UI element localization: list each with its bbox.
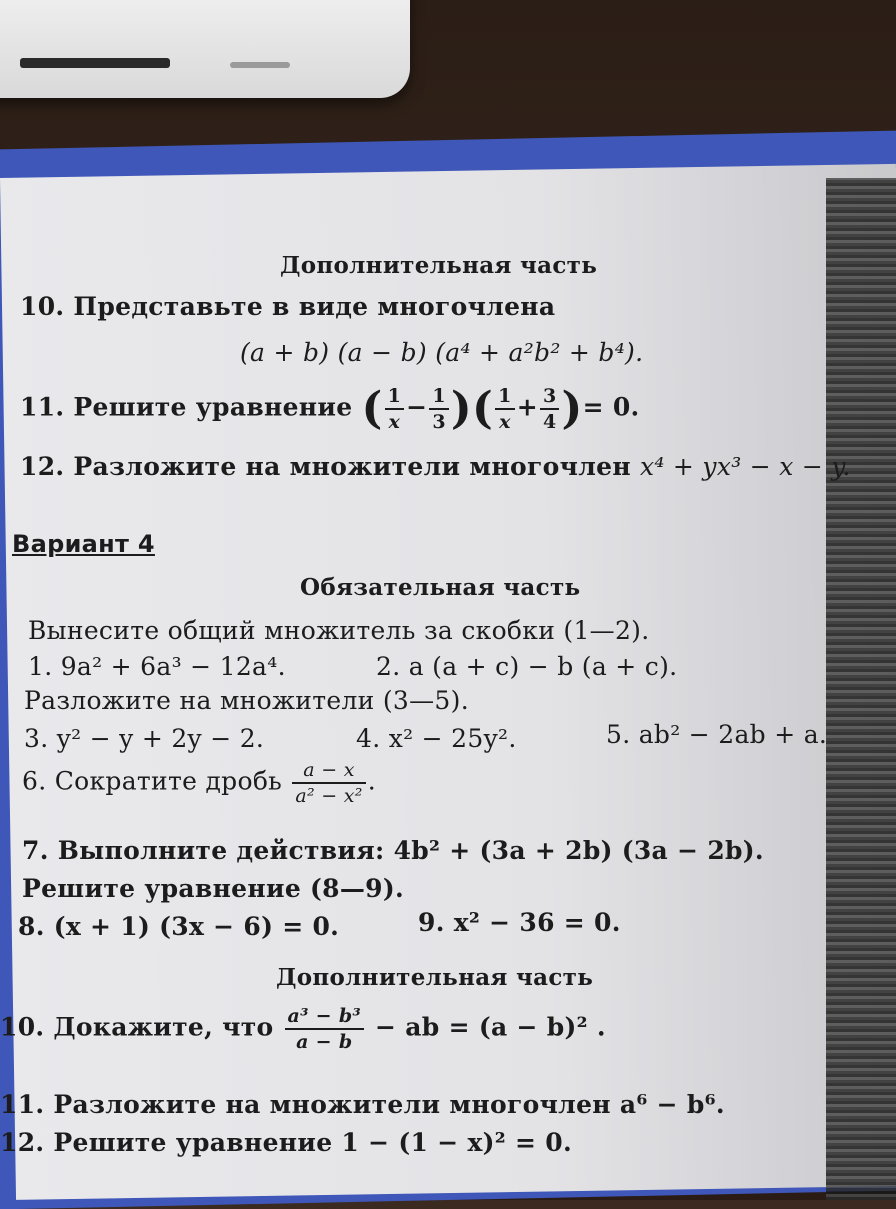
device-vent (230, 62, 290, 68)
task10-text: Представьте в виде многочлена (73, 292, 556, 321)
task12-expression: x⁴ + yx³ − x − y. (639, 452, 851, 481)
task-1: 1. 9a² + 6a³ − 12a⁴. (28, 652, 286, 681)
fraction-1-x-2: $\frac{1}{x}$ (495, 384, 515, 434)
fraction-1-3: $\frac{1}{3}$ (429, 384, 449, 434)
part1-header: Дополнительная часть (280, 252, 598, 279)
task11-number: 11. (20, 392, 65, 422)
task-9: 9. x² − 36 = 0. (418, 908, 621, 937)
task12-line (20, 452, 851, 481)
task10-line (20, 292, 555, 321)
v10-rest: − ab = (a − b)² . (375, 1012, 606, 1042)
device-slot (20, 58, 170, 68)
section-1-2: Вынесите общий множитель за скобки (1—2). (28, 616, 650, 645)
variant-title: Вариант 4 (12, 530, 155, 558)
task-6: 6. Сократите дробь $\frac{a - x}{\text{a² − x²}}$ . (22, 759, 376, 807)
task10-expression: (a + b) (a − b) (a⁴ + a²b² + b⁴). (240, 338, 644, 367)
paren-close: ) (450, 383, 473, 434)
v10-fraction: $\frac{\text{a³ − b³}}{a - b}$ (285, 1004, 365, 1054)
fraction-3-4: $\frac{3}{4}$ (540, 384, 560, 434)
section-8-9: Решите уравнение (8—9). (22, 874, 404, 903)
task11-text: Решите уравнение (73, 392, 353, 422)
task-2: 2. a (a + c) − b (a + c). (376, 652, 678, 681)
part2-header: Дополнительная часть (276, 964, 594, 991)
task-8: 8. (x + 1) (3x − 6) = 0. (18, 912, 340, 941)
task12-number: 12. (20, 452, 65, 481)
task-3: 3. y² − y + 2y − 2. (24, 724, 265, 753)
photocopy-edge-noise (826, 178, 896, 1200)
task6-fraction: $\frac{a - x}{\text{a² − x²}}$ (292, 758, 365, 808)
variant-task-10 (0, 1004, 606, 1074)
paren-close-2: ) (561, 383, 583, 434)
section-3-5: Разложите на множители (3—5). (24, 686, 469, 715)
task12-text: Разложите на множители многочлен (73, 452, 631, 481)
task11-rhs: = 0. (582, 392, 640, 422)
paren-open: ( (361, 383, 383, 434)
task-4: 4. x² − 25y². (356, 724, 517, 753)
white-device (0, 0, 410, 98)
variant-task-11: 11. Разложите на множители многочлен a⁶ − b⁶. (0, 1090, 725, 1119)
variant-task-12: 12. Решите уравнение 1 − (1 − x)² = 0. (0, 1128, 572, 1157)
task10-number: 10. (20, 292, 65, 321)
v10-text: 10. Докажите, что (0, 1012, 274, 1042)
paren-open-2: ( (472, 383, 494, 434)
fraction-1-x: $\frac{1}{x}$ (385, 384, 405, 434)
task6-text: 6. Сократите дробь (22, 766, 283, 796)
task-7: 7. Выполните действия: 4b² + (3a + 2b) (3a − 2b). (22, 836, 764, 865)
mandatory-header: Обязательная часть (300, 574, 581, 601)
task-5: 5. ab² − 2ab + a. (606, 720, 828, 749)
task11-line: 11. Решите уравнение ( $\frac{1}{x}$ − $\frac{1}{3}$ )( $\frac{1}{x}$ + $\frac{3}{4}$ )= 0. (20, 383, 640, 434)
